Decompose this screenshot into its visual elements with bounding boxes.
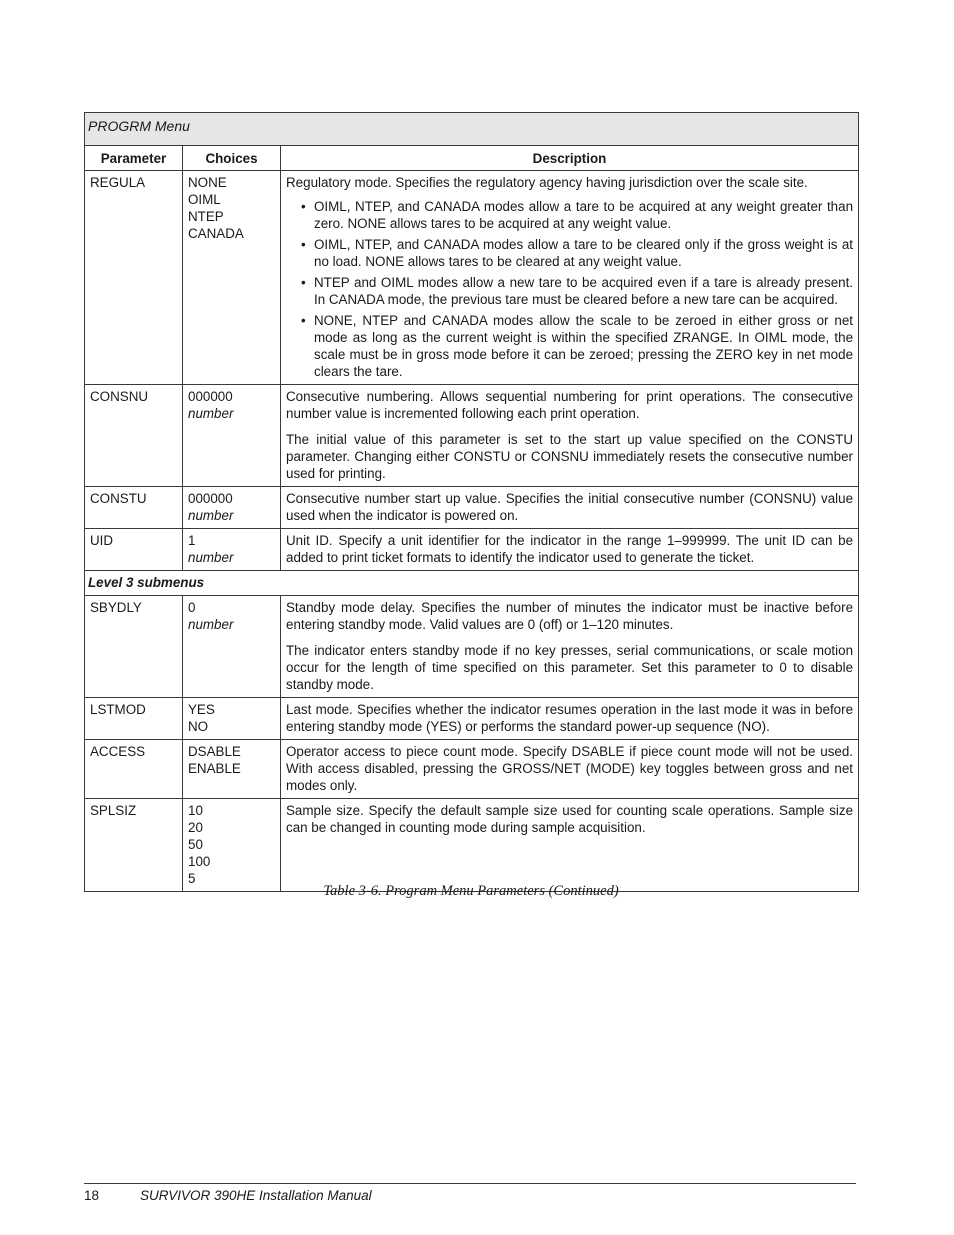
choice: 1: [188, 533, 196, 548]
bullet-item: [286, 236, 853, 270]
choice: 000000: [188, 389, 233, 404]
description-text: Consecutive number start up value. Specifies the initial consecutive number (CONSNU) value used when the indicator is powered on.: [286, 491, 854, 523]
header-description: Description: [281, 146, 859, 171]
choice: 0: [188, 600, 196, 615]
param-name: REGULA: [85, 171, 183, 385]
description-text: Consecutive numbering. Allows sequential numbering for print operations. The consecutive number value is incremented following each print operation.: [286, 389, 854, 421]
bullet-icon: •: [301, 313, 306, 328]
description-text: The initial value of this parameter is set to the start up value specified on the CONSTU parameter. Changing either CONSTU or CONSNU immediately resets the consecutive number used for printing.: [286, 432, 854, 481]
description-text: Sample size. Specify the default sample size used for counting scale operations. Sample size can be changed in counting mode during sample acquisition.: [286, 803, 854, 835]
choice: 10: [188, 803, 203, 818]
choice: NO: [188, 719, 209, 734]
parameter-table-container: [84, 112, 858, 892]
description-cell: [281, 385, 859, 487]
choices-cell: [183, 698, 281, 740]
description-text: Regulatory mode. Specifies the regulatory agency having jurisdiction over the scale site.: [286, 175, 808, 190]
progrm-menu-table: [84, 112, 859, 892]
param-name: ACCESS: [85, 740, 183, 799]
table-row: [85, 596, 859, 698]
choices-cell: [183, 596, 281, 698]
table-title-row: [85, 113, 859, 146]
choices-cell: [183, 487, 281, 529]
bullet-icon: •: [301, 275, 306, 290]
description-text: Unit ID. Specify a unit identifier for the indicator in the range 1–999999. The unit ID can be added to print ticket formats to identify the indicator used to generate the ticket.: [286, 533, 854, 565]
choice: 50: [188, 837, 203, 852]
description-cell: [281, 740, 859, 799]
choice-italic: number: [188, 508, 234, 523]
param-name: LSTMOD: [85, 698, 183, 740]
param-name: SPLSIZ: [85, 799, 183, 892]
description-cell: [281, 171, 859, 385]
choice: 20: [188, 820, 203, 835]
description-text: Operator access to piece count mode. Specify DSABLE if piece count mode will not be used. With access disabled, pressing the GROSS/NET (MODE) key toggles between gross and net modes only.: [286, 744, 854, 793]
choices-cell: [183, 799, 281, 892]
bullet-text: OIML, NTEP, and CANADA modes allow a tare to be cleared only if the gross weight is at no load. NONE allows tares to be cleared at any weight value.: [314, 237, 854, 269]
table-caption: Table 3-6. Program Menu Parameters (Continued): [323, 883, 619, 899]
bullet-icon: •: [301, 199, 306, 214]
choices-cell: [183, 529, 281, 571]
bullet-item: [286, 312, 853, 380]
choice: OIML: [188, 192, 221, 207]
description-cell: [281, 529, 859, 571]
description-text: Standby mode delay. Specifies the number of minutes the indicator must be inactive before entering standby mode. Valid values are 0 (off) or 1–120 minutes.: [286, 600, 854, 632]
choice: 000000: [188, 491, 233, 506]
choice-italic: number: [188, 617, 234, 632]
table-row: [85, 171, 859, 385]
menu-title: PROGRM Menu: [85, 113, 859, 146]
table-header-row: [85, 146, 859, 171]
description-text: The indicator enters standby mode if no key presses, serial communications, or scale motion occur for the length of time specified on this parameter. Set this parameter to 0 to disable standby mode.: [286, 643, 854, 692]
table-row: [85, 385, 859, 487]
choice: YES: [188, 702, 215, 717]
bullet-text: NONE, NTEP and CANADA modes allow the scale to be zeroed in either gross or net mode as long as the current weight is within the specified ZRANGE. In OIML mode, the scale must be in gross mode before it can be zeroed; pressing the ZERO key in net mode clears the tare.: [314, 313, 854, 379]
param-name: SBYDLY: [85, 596, 183, 698]
table-row: [85, 740, 859, 799]
bullet-item: [286, 198, 853, 232]
choice-italic: number: [188, 406, 234, 421]
choice: CANADA: [188, 226, 244, 241]
param-name: CONSNU: [85, 385, 183, 487]
choice: DSABLE: [188, 744, 241, 759]
header-choices: Choices: [183, 146, 281, 171]
choice: NONE: [188, 175, 227, 190]
choice: 100: [188, 854, 211, 869]
description-cell: [281, 799, 859, 892]
bullet-text: OIML, NTEP, and CANADA modes allow a tare to be acquired at any weight greater than zero. NONE allows tares to be acquired at any weight value.: [314, 199, 854, 231]
table-row: [85, 487, 859, 529]
choice-italic: number: [188, 550, 234, 565]
bullet-item: [286, 274, 853, 308]
header-parameter: Parameter: [85, 146, 183, 171]
page-number: 18: [84, 1188, 100, 1203]
section-label: Level 3 submenus: [85, 571, 859, 596]
choice: NTEP: [188, 209, 224, 224]
table-row: [85, 529, 859, 571]
table-row: [85, 799, 859, 892]
manual-title: SURVIVOR 390HE Installation Manual: [140, 1188, 372, 1203]
description-cell: [281, 596, 859, 698]
param-name: CONSTU: [85, 487, 183, 529]
description-cell: [281, 487, 859, 529]
section-row: [85, 571, 859, 596]
choices-cell: [183, 740, 281, 799]
choice: 5: [188, 871, 196, 886]
choice: ENABLE: [188, 761, 241, 776]
choices-cell: [183, 171, 281, 385]
description-cell: [281, 698, 859, 740]
choices-cell: [183, 385, 281, 487]
footer-divider: [84, 1183, 856, 1184]
bullet-list: [286, 198, 853, 380]
description-text: Last mode. Specifies whether the indicator resumes operation in the last mode it was in before entering standby mode (YES) or performs the standard power-up sequence (NO).: [286, 702, 854, 734]
param-name: UID: [85, 529, 183, 571]
bullet-text: NTEP and OIML modes allow a new tare to be acquired even if a tare is already present. In CANADA mode, the previous tare must be cleared before a new tare can be acquired.: [314, 275, 854, 307]
table-row: [85, 698, 859, 740]
bullet-icon: •: [301, 237, 306, 252]
